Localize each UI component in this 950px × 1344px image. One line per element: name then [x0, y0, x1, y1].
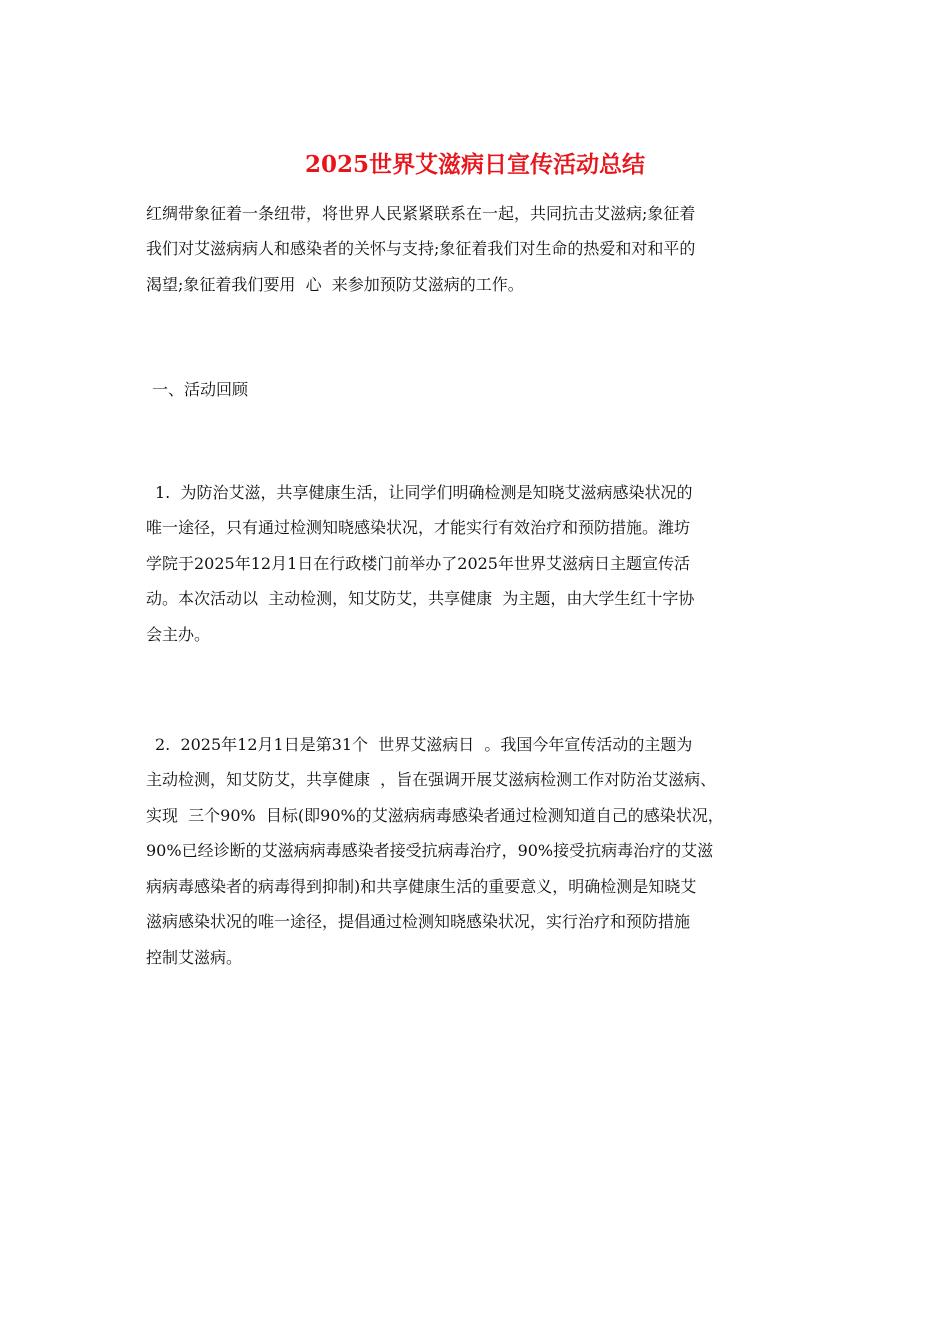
item2-line-2: 主动检测，知艾防艾，共享健康 ，旨在强调开展艾滋病检测工作对防治艾滋病、	[146, 770, 717, 789]
item2-line-6: 滋病感染状况的唯一途径，提倡通过检测知晓感染状况，实行治疗和预防措施	[146, 912, 691, 931]
item2-line-4: 90%已经诊断的艾滋病病毒感染者接受抗病毒治疗，90%接受抗病毒治疗的艾滋	[146, 841, 714, 860]
section-heading: 一、活动回顾	[152, 380, 249, 399]
intro-line-2: 我们对艾滋病病人和感染者的关怀与支持;象征着我们对生命的热爱和对和平的	[146, 239, 696, 258]
item2-line-5: 病病毒感染者的病毒得到抑制)和共享健康生活的重要意义，明确检测是知晓艾	[146, 877, 697, 896]
item1-line-5: 会主办。	[146, 625, 211, 644]
item1-line-4: 动。本次活动以 主动检测，知艾防艾，共享健康 为主题，由大学生红十字协	[146, 589, 695, 608]
item2-line-7: 控制艾滋病。	[146, 948, 243, 967]
intro-line-1: 红绸带象征着一条纽带，将世界人民紧紧联系在一起，共同抗击艾滋病;象征着	[146, 204, 696, 223]
item2-line-1: 2. 2025年12月1日是第31个 世界艾滋病日 。我国今年宣传活动的主题为	[155, 735, 693, 754]
item1-line-1: 1. 为防治艾滋，共享健康生活，让同学们明确检测是知晓艾滋病感染状况的	[155, 483, 693, 502]
document-title: 2025世界艾滋病日宣传活动总结	[304, 151, 645, 178]
intro-line-3: 渴望;象征着我们要用 心 来参加预防艾滋病的工作。	[146, 275, 524, 294]
item2-line-3: 实现 三个90% 目标(即90%的艾滋病病毒感染者通过检测知道自己的感染状况，	[146, 806, 724, 825]
item1-line-3: 学院于2025年12月1日在行政楼门前举办了2025年世界艾滋病日主题宣传活	[146, 554, 690, 573]
item1-line-2: 唯一途径，只有通过检测知晓感染状况，才能实行有效治疗和预防措施。潍坊	[146, 518, 691, 537]
